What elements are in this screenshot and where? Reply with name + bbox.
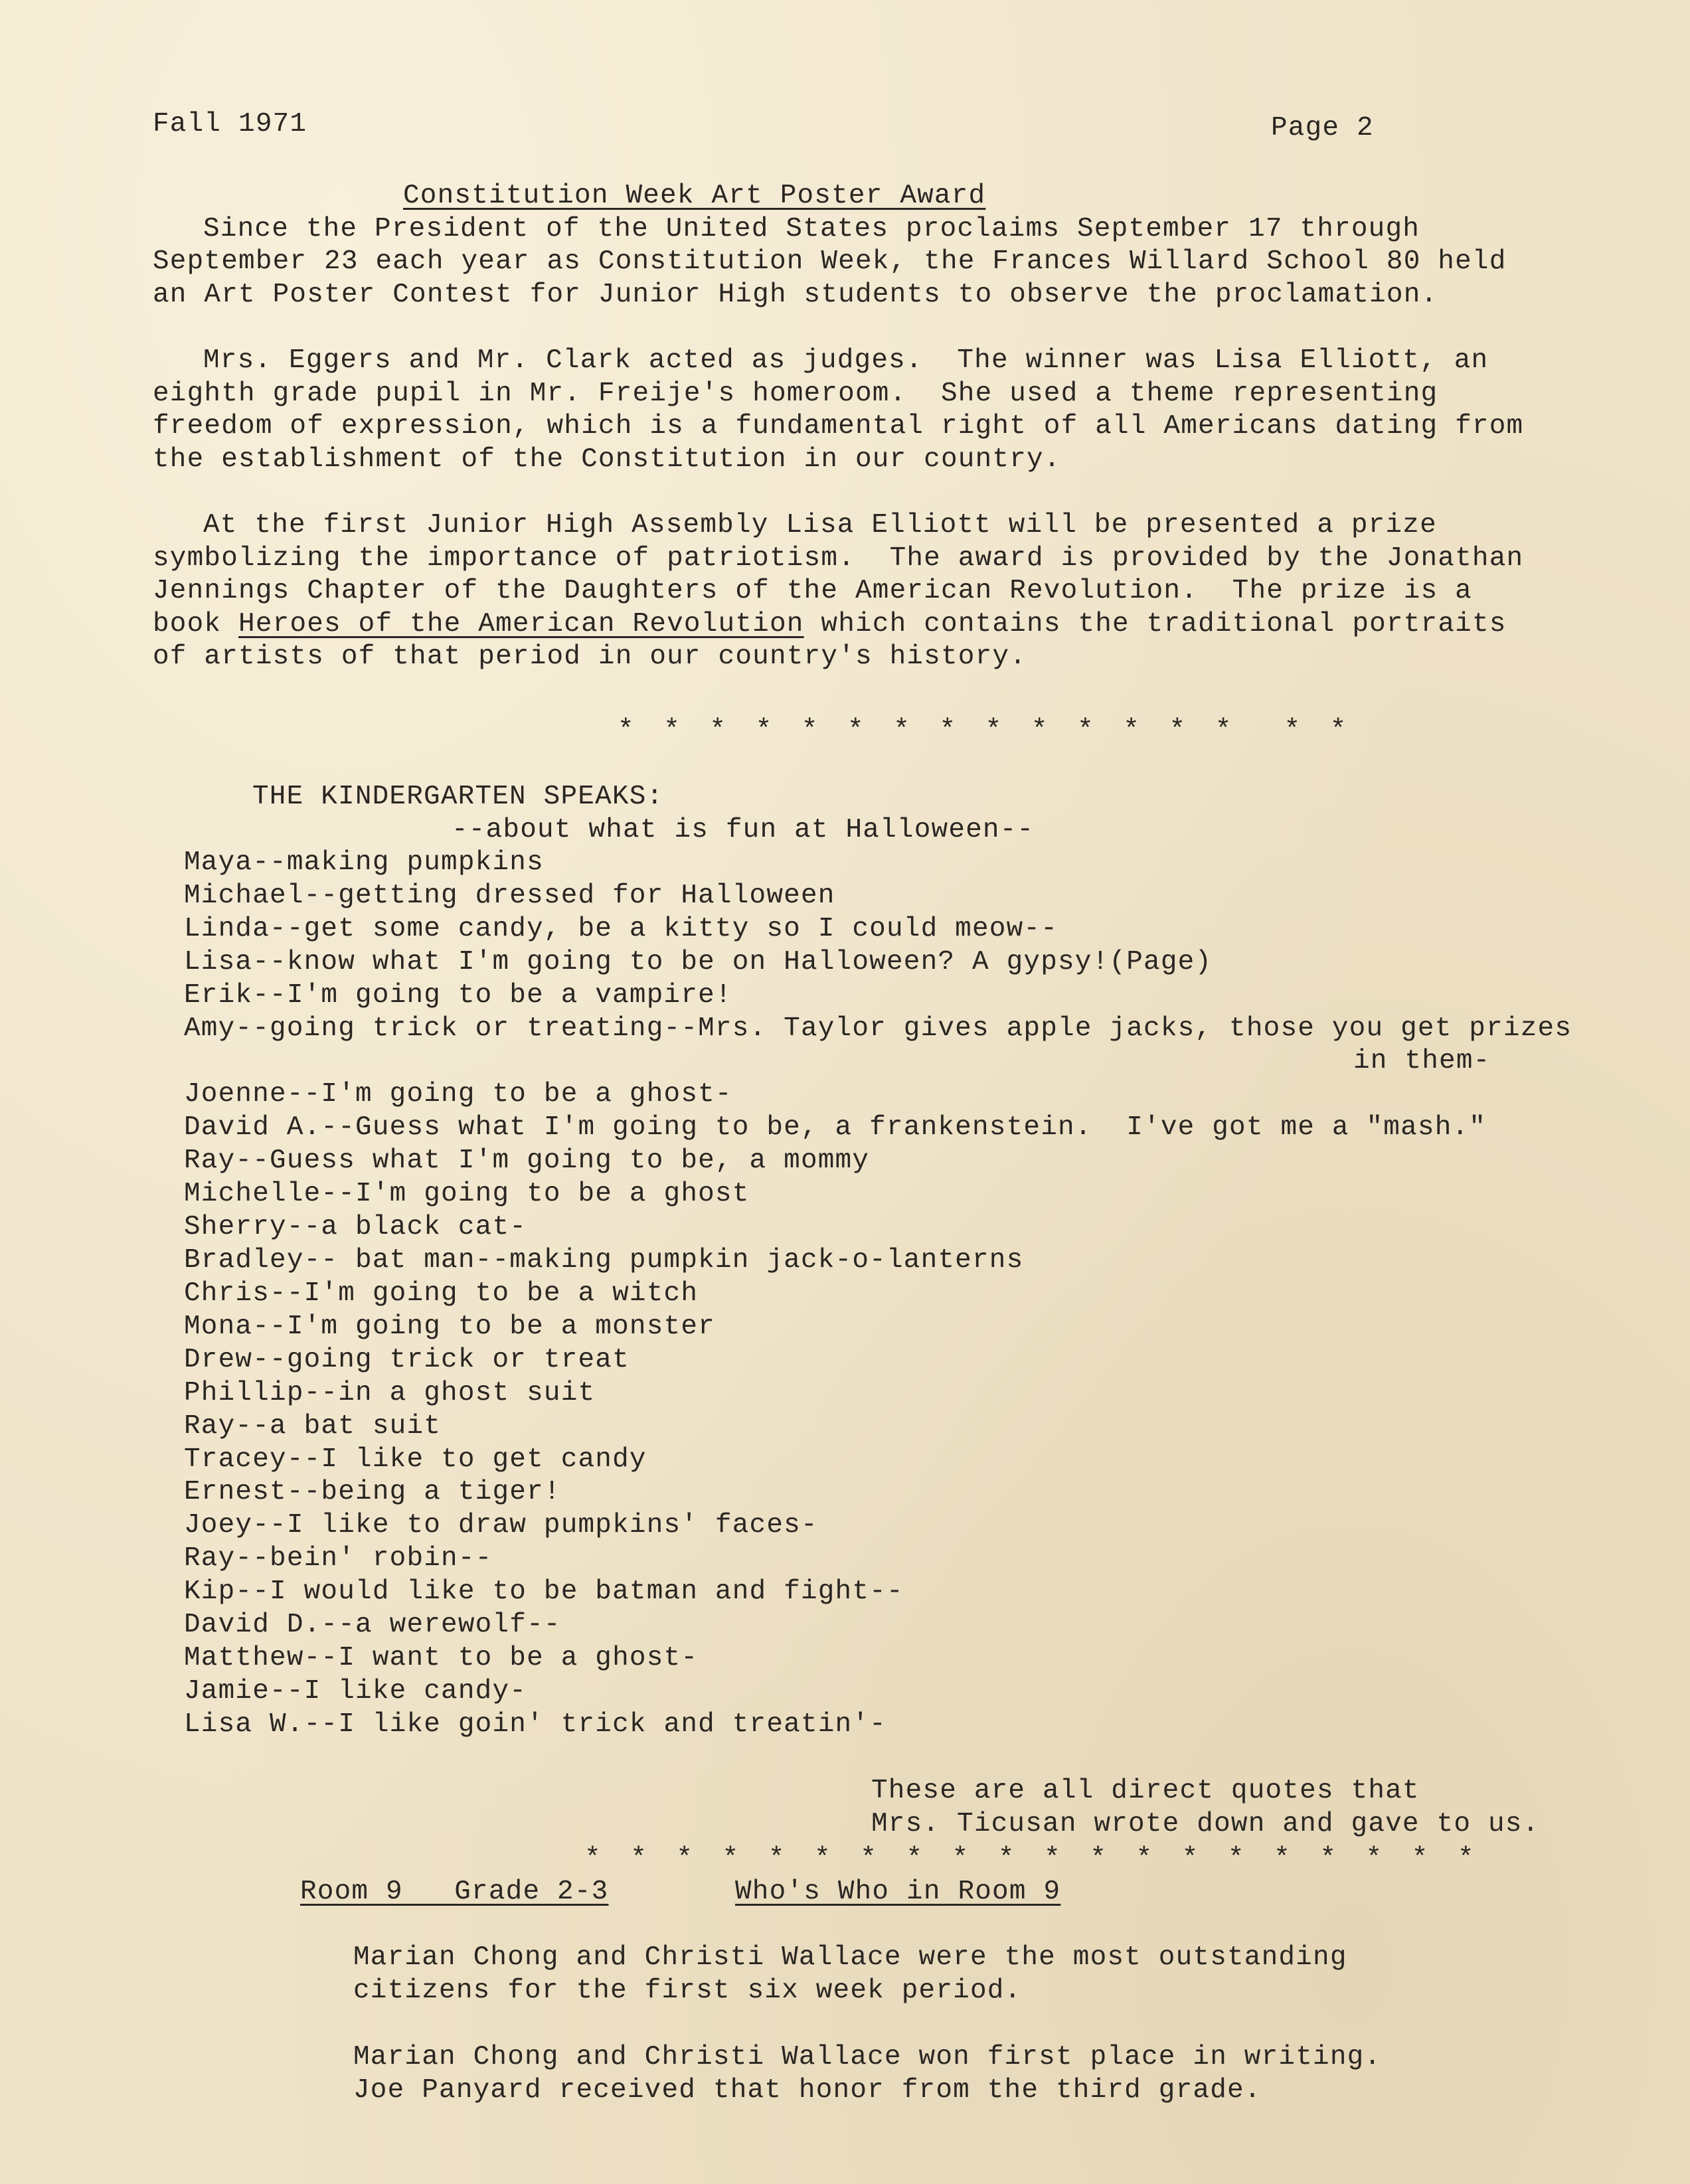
article-line: of artists of that period in our country's history. [153,641,1027,672]
quote-line-continued: in them- [1353,1046,1491,1076]
star-divider: * * * * * * * * * * * * * * * * * * * * [584,1843,1481,1874]
article-line: At the first Junior High Assembly Lisa Elliott will be presented a prize [203,510,1437,541]
quote-line: Erik--I'm going to be a vampire! [184,980,732,1011]
quote-line: Lisa--know what I'm going to be on Halloween? A gypsy!(Page) [184,947,1213,977]
article-line: freedom of expression, which is a fundamental right of all Americans dating from [153,411,1524,442]
quote-line: Michelle--I'm going to be a ghost [184,1179,750,1209]
quote-line: Ray--a bat suit [184,1411,442,1442]
quote-line: Matthew--I want to be a ghost- [184,1643,699,1673]
kindergarten-subheading: --about what is fun at Halloween-- [452,815,1035,845]
quote-line: Ray--Guess what I'm going to be, a mommy [184,1145,870,1176]
article-line-book [153,608,1507,641]
quote-line: Lisa W.--I like goin' trick and treatin'- [184,1709,887,1740]
quote-line: Michael--getting dressed for Halloween [184,881,835,911]
room-label: Room 9 Grade 2-3 [300,1877,609,1907]
quote-line: David A.--Guess what I'm going to be, a frankenstein. I've got me a "mash." [184,1112,1487,1143]
article-line: Jennings Chapter of the Daughters of the American Revolution. The prize is a [153,576,1472,606]
article-line: the establishment of the Constitution in our country. [153,444,1061,475]
attribution-note: Mrs. Ticusan wrote down and gave to us. [871,1809,1540,1839]
quote-line: Joey--I like to draw pumpkins' faces- [184,1510,818,1541]
quote-line: Mona--I'm going to be a monster [184,1311,715,1342]
article-line: September 23 each year as Constitution Week, the Frances Willard School 80 held [153,246,1507,277]
quote-line: Bradley-- bat man--making pumpkin jack-o-lanterns [184,1245,1024,1276]
book-prefix: book [153,609,239,639]
quote-line: Linda--get some candy, be a kitty so I could meow-- [184,914,1058,944]
quote-line: Ernest--being a tiger! [184,1477,561,1507]
quote-line: Maya--making pumpkins [184,847,544,878]
date-header: Fall 1971 [153,109,307,139]
room9-line: Marian Chong and Christi Wallace won first place in writing. [353,2042,1382,2072]
article-line: eighth grade pupil in Mr. Freije's homeroom. She used a theme representing [153,378,1438,409]
quote-line: Chris--I'm going to be a witch [184,1278,699,1309]
attribution-note: These are all direct quotes that [871,1776,1420,1806]
book-title: Heroes of the American Revolution [238,609,804,639]
quote-line: David D.--a werewolf-- [184,1610,561,1640]
quote-line: Kip--I would like to be batman and fight-- [184,1576,904,1607]
room9-line: Joe Panyard received that honor from the third grade. [353,2075,1262,2106]
quote-line: Jamie--I like candy- [184,1676,527,1707]
article-line: an Art Poster Contest for Junior High students to observe the proclamation. [153,280,1438,310]
article-line: symbolizing the importance of patriotism. The award is provided by the Jonathan [153,543,1524,574]
quote-line: Joenne--I'm going to be a ghost- [184,1079,732,1110]
quote-line: Ray--bein' robin-- [184,1543,493,1574]
room9-line: citizens for the first six week period. [353,1975,1022,2006]
quote-line: Amy--going trick or treating--Mrs. Taylor gives apple jacks, those you get prizes [184,1013,1572,1044]
article-line: Mrs. Eggers and Mr. Clark acted as judges. The winner was Lisa Elliott, an [203,345,1489,376]
article-line: Since the President of the United States proclaims September 17 through [203,214,1420,244]
page-number: Page 2 [1271,113,1374,143]
quote-line: Phillip--in a ghost suit [184,1378,596,1408]
room9-line: Marian Chong and Christi Wallace were the most outstanding [353,1942,1347,1973]
kindergarten-heading: THE KINDERGARTEN SPEAKS: [252,782,664,812]
quote-line: Sherry--a black cat- [184,1212,527,1242]
whos-who-heading: Who's Who in Room 9 [735,1877,1061,1907]
article-title: Constitution Week Art Poster Award [403,181,986,211]
quote-line: Drew--going trick or treat [184,1345,630,1375]
book-suffix: which contains the traditional portraits [821,609,1507,639]
star-divider: * * * * * * * * * * * * * * * * [618,715,1353,746]
quote-line: Tracey--I like to get candy [184,1444,647,1475]
